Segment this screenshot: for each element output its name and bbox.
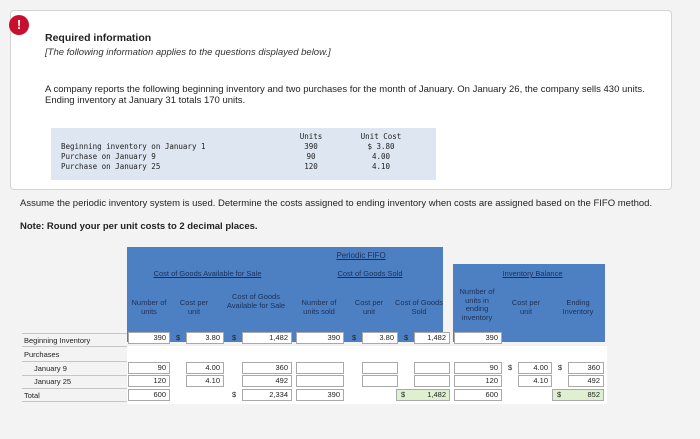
- total-cogs-value: 1,482: [427, 390, 446, 399]
- cogs-title: Cost of Goods Sold: [337, 269, 403, 278]
- row-label-jan9: January 9: [34, 364, 67, 373]
- data-row-label: Purchase on January 25: [61, 162, 161, 171]
- input-total-cogs[interactable]: [396, 389, 450, 401]
- input-jan9-end-cost[interactable]: 4.00: [518, 362, 552, 374]
- note-text: Note: Round your per unit costs to 2 decimal places.: [20, 221, 258, 232]
- col-ending-inventory: Ending Inventory: [562, 298, 594, 316]
- inventory-data-box: [51, 128, 436, 180]
- input-jan25-cost[interactable]: 4.10: [186, 375, 224, 387]
- input-jan25-cogs[interactable]: [414, 375, 450, 387]
- data-row-label: Beginning inventory on January 1: [61, 142, 206, 151]
- unit-cost-header: Unit Cost: [360, 132, 402, 141]
- row-divider: [22, 375, 127, 376]
- row-divider: [22, 333, 127, 334]
- input-total-end-units[interactable]: 600: [454, 389, 502, 401]
- row-label-purchases: Purchases: [24, 350, 60, 359]
- panel-subtitle: [The following information applies to the questions displayed below.]: [45, 47, 331, 58]
- currency-sign: $: [558, 363, 563, 372]
- row-label-beginning: Beginning Inventory: [24, 336, 91, 345]
- data-row-label: Purchase on January 9: [61, 152, 156, 161]
- col-inv-cost-per-unit: Cost per unit: [511, 298, 541, 316]
- col-units-ending: Number of units in ending inventory: [459, 287, 495, 322]
- currency-sign: $: [352, 333, 357, 342]
- currency-sign: $: [401, 390, 406, 399]
- row-divider: [22, 401, 127, 402]
- input-beg-units[interactable]: 390: [128, 332, 170, 344]
- input-jan25-end-units[interactable]: 120: [454, 375, 502, 387]
- data-row-units: 90: [306, 152, 316, 161]
- intro-text: A company reports the following beginning inventory and two purchases for the month of January. On January 26, the company sells 430 units. Ending inventory at January 31 totals 170 units.: [45, 84, 645, 106]
- input-jan9-sold-cost[interactable]: [362, 362, 398, 374]
- currency-sign: $: [404, 333, 409, 342]
- input-jan25-units[interactable]: 120: [128, 375, 170, 387]
- data-row-cost: 4.00: [371, 152, 391, 161]
- input-total-cogas[interactable]: 2,334: [242, 389, 292, 401]
- input-jan9-units[interactable]: 90: [128, 362, 170, 374]
- row-label-total: Total: [24, 391, 40, 400]
- col-cogs: Cost of Goods Sold: [395, 298, 443, 316]
- question-text: Assume the periodic inventory system is used. Determine the costs assigned to ending inventory when costs are assigned based on the FIFO method.: [20, 198, 653, 209]
- input-jan9-cogs[interactable]: [414, 362, 450, 374]
- input-beg-cost[interactable]: 3.80: [186, 332, 224, 344]
- input-beg-cogs[interactable]: 1,482: [414, 332, 450, 344]
- input-beg-sold[interactable]: 390: [296, 332, 344, 344]
- input-beg-sold-cost[interactable]: 3.80: [362, 332, 398, 344]
- currency-sign: $: [557, 390, 562, 399]
- input-jan25-cogas[interactable]: 492: [242, 375, 292, 387]
- col-cogs-cost-per-unit: Cost per unit: [354, 298, 384, 316]
- input-jan9-end-units[interactable]: 90: [454, 362, 502, 374]
- currency-sign: $: [232, 390, 237, 399]
- input-jan25-sold-cost[interactable]: [362, 375, 398, 387]
- required-info-panel: [10, 10, 672, 190]
- row-divider: [22, 388, 127, 389]
- input-jan9-end-inv[interactable]: 360: [568, 362, 604, 374]
- input-total-units[interactable]: 600: [128, 389, 170, 401]
- col-cost-per-unit: Cost per unit: [179, 298, 209, 316]
- input-jan9-cogas[interactable]: 360: [242, 362, 292, 374]
- row-label-jan25: January 25: [34, 377, 72, 386]
- input-jan9-cost[interactable]: 4.00: [186, 362, 224, 374]
- input-beg-end-units[interactable]: 390: [454, 332, 502, 344]
- units-header: Units: [299, 132, 323, 141]
- col-units-sold: Number of units sold: [301, 298, 337, 316]
- total-end-inv-value: 852: [587, 390, 600, 399]
- panel-title: Required information: [45, 32, 152, 44]
- inventory-balance-title: Inventory Balance: [502, 269, 563, 278]
- cogas-title: Cost of Goods Available for Sale: [153, 269, 262, 278]
- row-divider: [22, 361, 127, 362]
- row-divider: [22, 346, 127, 347]
- currency-sign: $: [232, 333, 237, 342]
- alert-icon: !: [9, 15, 29, 35]
- currency-sign: $: [176, 333, 181, 342]
- input-jan25-end-cost[interactable]: 4.10: [518, 375, 552, 387]
- data-row-units: 120: [304, 162, 318, 171]
- input-total-sold[interactable]: 390: [296, 389, 344, 401]
- col-cogas: Cost of Goods Available for Sale: [226, 292, 286, 310]
- input-total-end-inv[interactable]: [552, 389, 604, 401]
- col-number-of-units: Number of units: [131, 298, 167, 316]
- input-beg-cogas[interactable]: 1,482: [242, 332, 292, 344]
- fifo-title: Periodic FIFO: [336, 251, 386, 260]
- data-row-cost: $ 3.80: [367, 142, 395, 151]
- input-jan25-sold[interactable]: [296, 375, 344, 387]
- data-row-units: 390: [304, 142, 318, 151]
- input-jan9-sold[interactable]: [296, 362, 344, 374]
- data-row-cost: 4.10: [371, 162, 391, 171]
- currency-sign: $: [508, 363, 513, 372]
- input-jan25-end-inv[interactable]: 492: [568, 375, 604, 387]
